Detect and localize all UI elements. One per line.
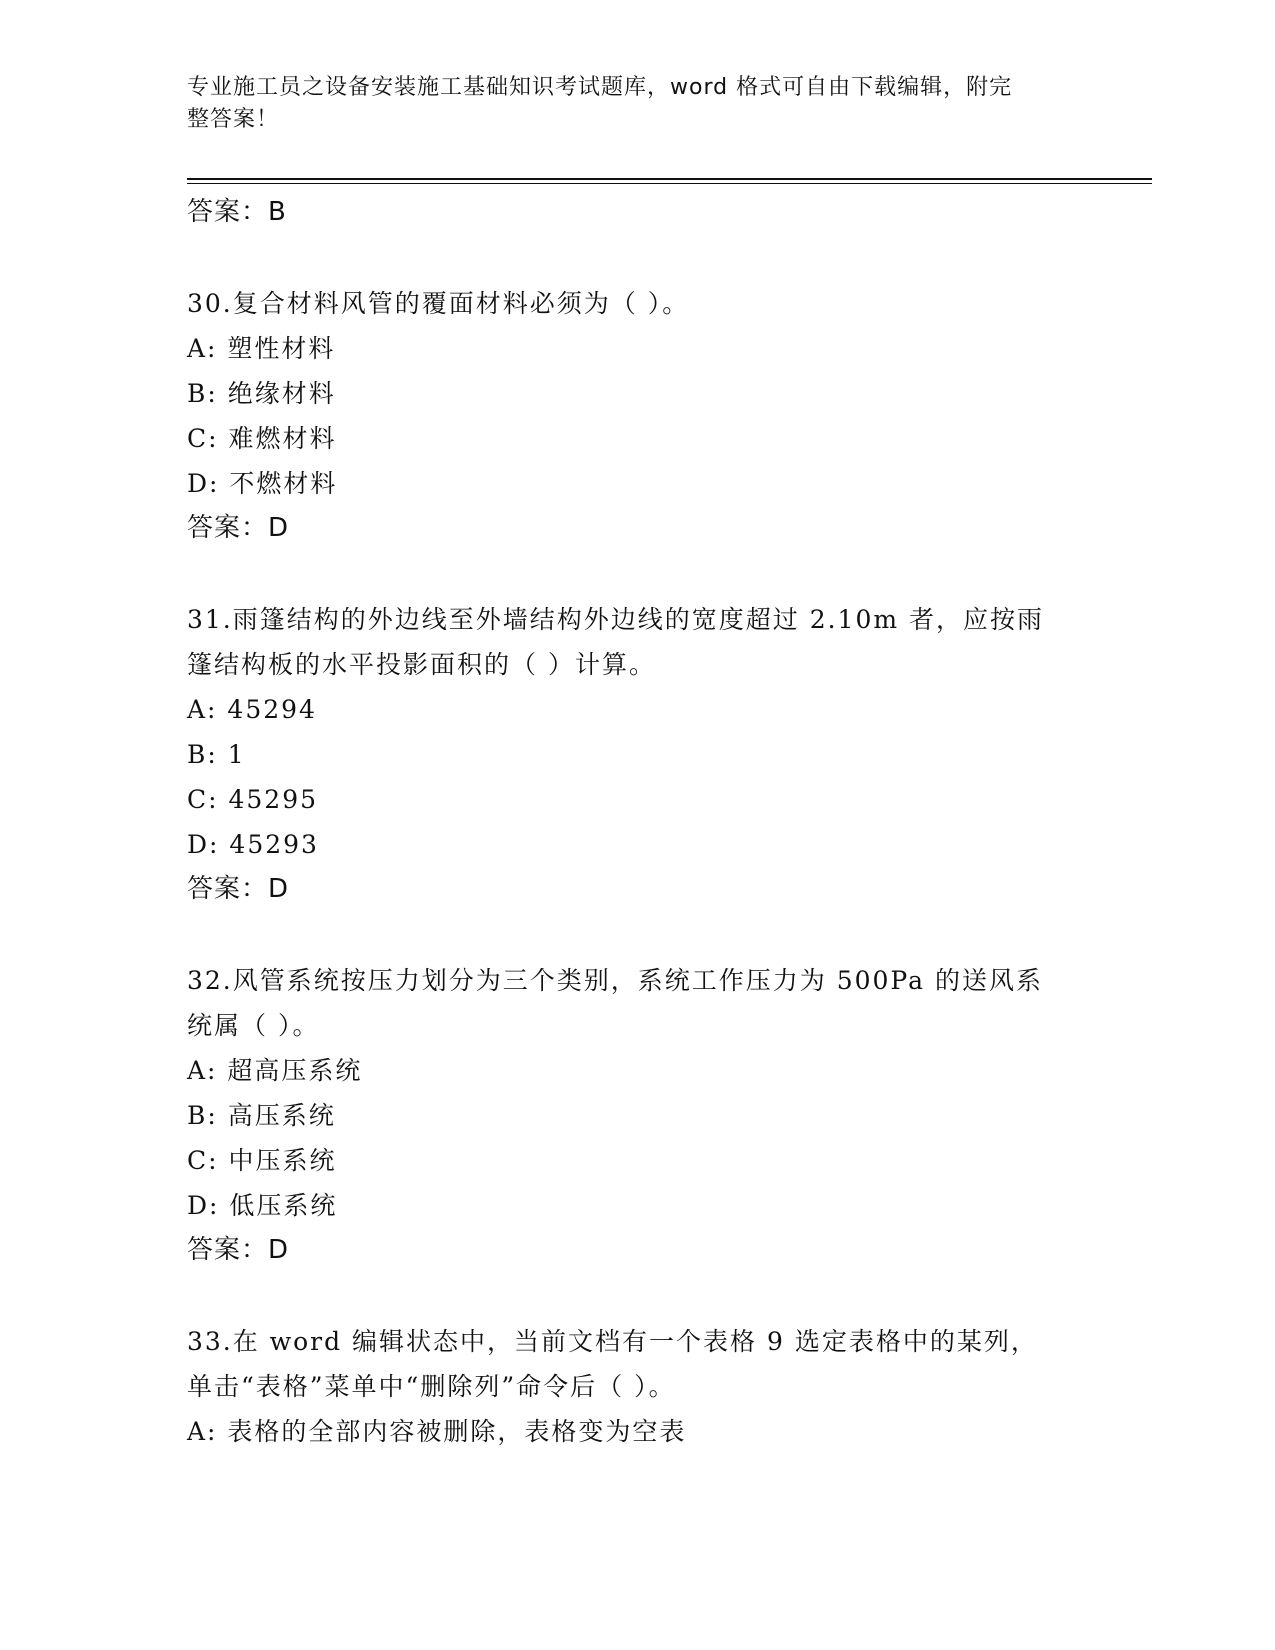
- option-a: A: 超高压系统: [187, 1056, 363, 1085]
- question-30: [187, 281, 1087, 551]
- question-text: 32.风管系统按压力划分为三个类别，系统工作压力为 500Pa 的送风系: [187, 966, 1043, 995]
- question-text: 31.雨篷结构的外边线至外墙结构外边线的宽度超过 2.10m 者，应按雨: [187, 605, 1045, 634]
- answer-32: 答案：D: [187, 1235, 290, 1265]
- question-text-cont: 统属（ ）。: [187, 1011, 320, 1040]
- question-text-cont: 单击“表格”菜单中“删除列”命令后（ ）。: [187, 1372, 676, 1401]
- answer-30: 答案：D: [187, 513, 290, 543]
- option-b: B: 高压系统: [187, 1101, 336, 1130]
- document-header: [187, 72, 1067, 136]
- option-a: A: 45294: [187, 695, 317, 724]
- question-33: [187, 1319, 1087, 1454]
- answer-31: 答案：D: [187, 874, 290, 904]
- option-b: B: 1: [187, 740, 246, 769]
- question-text: 33.在 word 编辑状态中，当前文档有一个表格 9 选定表格中的某列，: [187, 1327, 1038, 1356]
- header-rule-thin: [187, 183, 1152, 184]
- option-c: C: 中压系统: [187, 1146, 337, 1175]
- option-c: C: 难燃材料: [187, 424, 337, 453]
- option-d: D: 不燃材料: [187, 469, 338, 498]
- question-31: [187, 597, 1087, 912]
- option-b: B: 绝缘材料: [187, 379, 336, 408]
- header-line-2: 整答案！: [187, 107, 280, 132]
- question-32: [187, 958, 1087, 1273]
- question-text: 30.复合材料风管的覆面材料必须为（ ）。: [187, 289, 690, 318]
- header-line-1: 专业施工员之设备安装施工基础知识考试题库，word 格式可自由下载编辑，附完: [187, 75, 1013, 100]
- question-text-cont: 篷结构板的水平投影面积的（ ）计算。: [187, 650, 656, 679]
- answer-29: 答案：B: [187, 197, 287, 227]
- option-a: A: 塑性材料: [187, 334, 336, 363]
- option-d: D: 低压系统: [187, 1191, 338, 1220]
- option-c: C: 45295: [187, 785, 319, 814]
- option-a: A: 表格的全部内容被删除，表格变为空表: [187, 1417, 687, 1446]
- header-rule: [187, 178, 1152, 180]
- option-d: D: 45293: [187, 830, 319, 859]
- document-body: [187, 190, 1087, 1454]
